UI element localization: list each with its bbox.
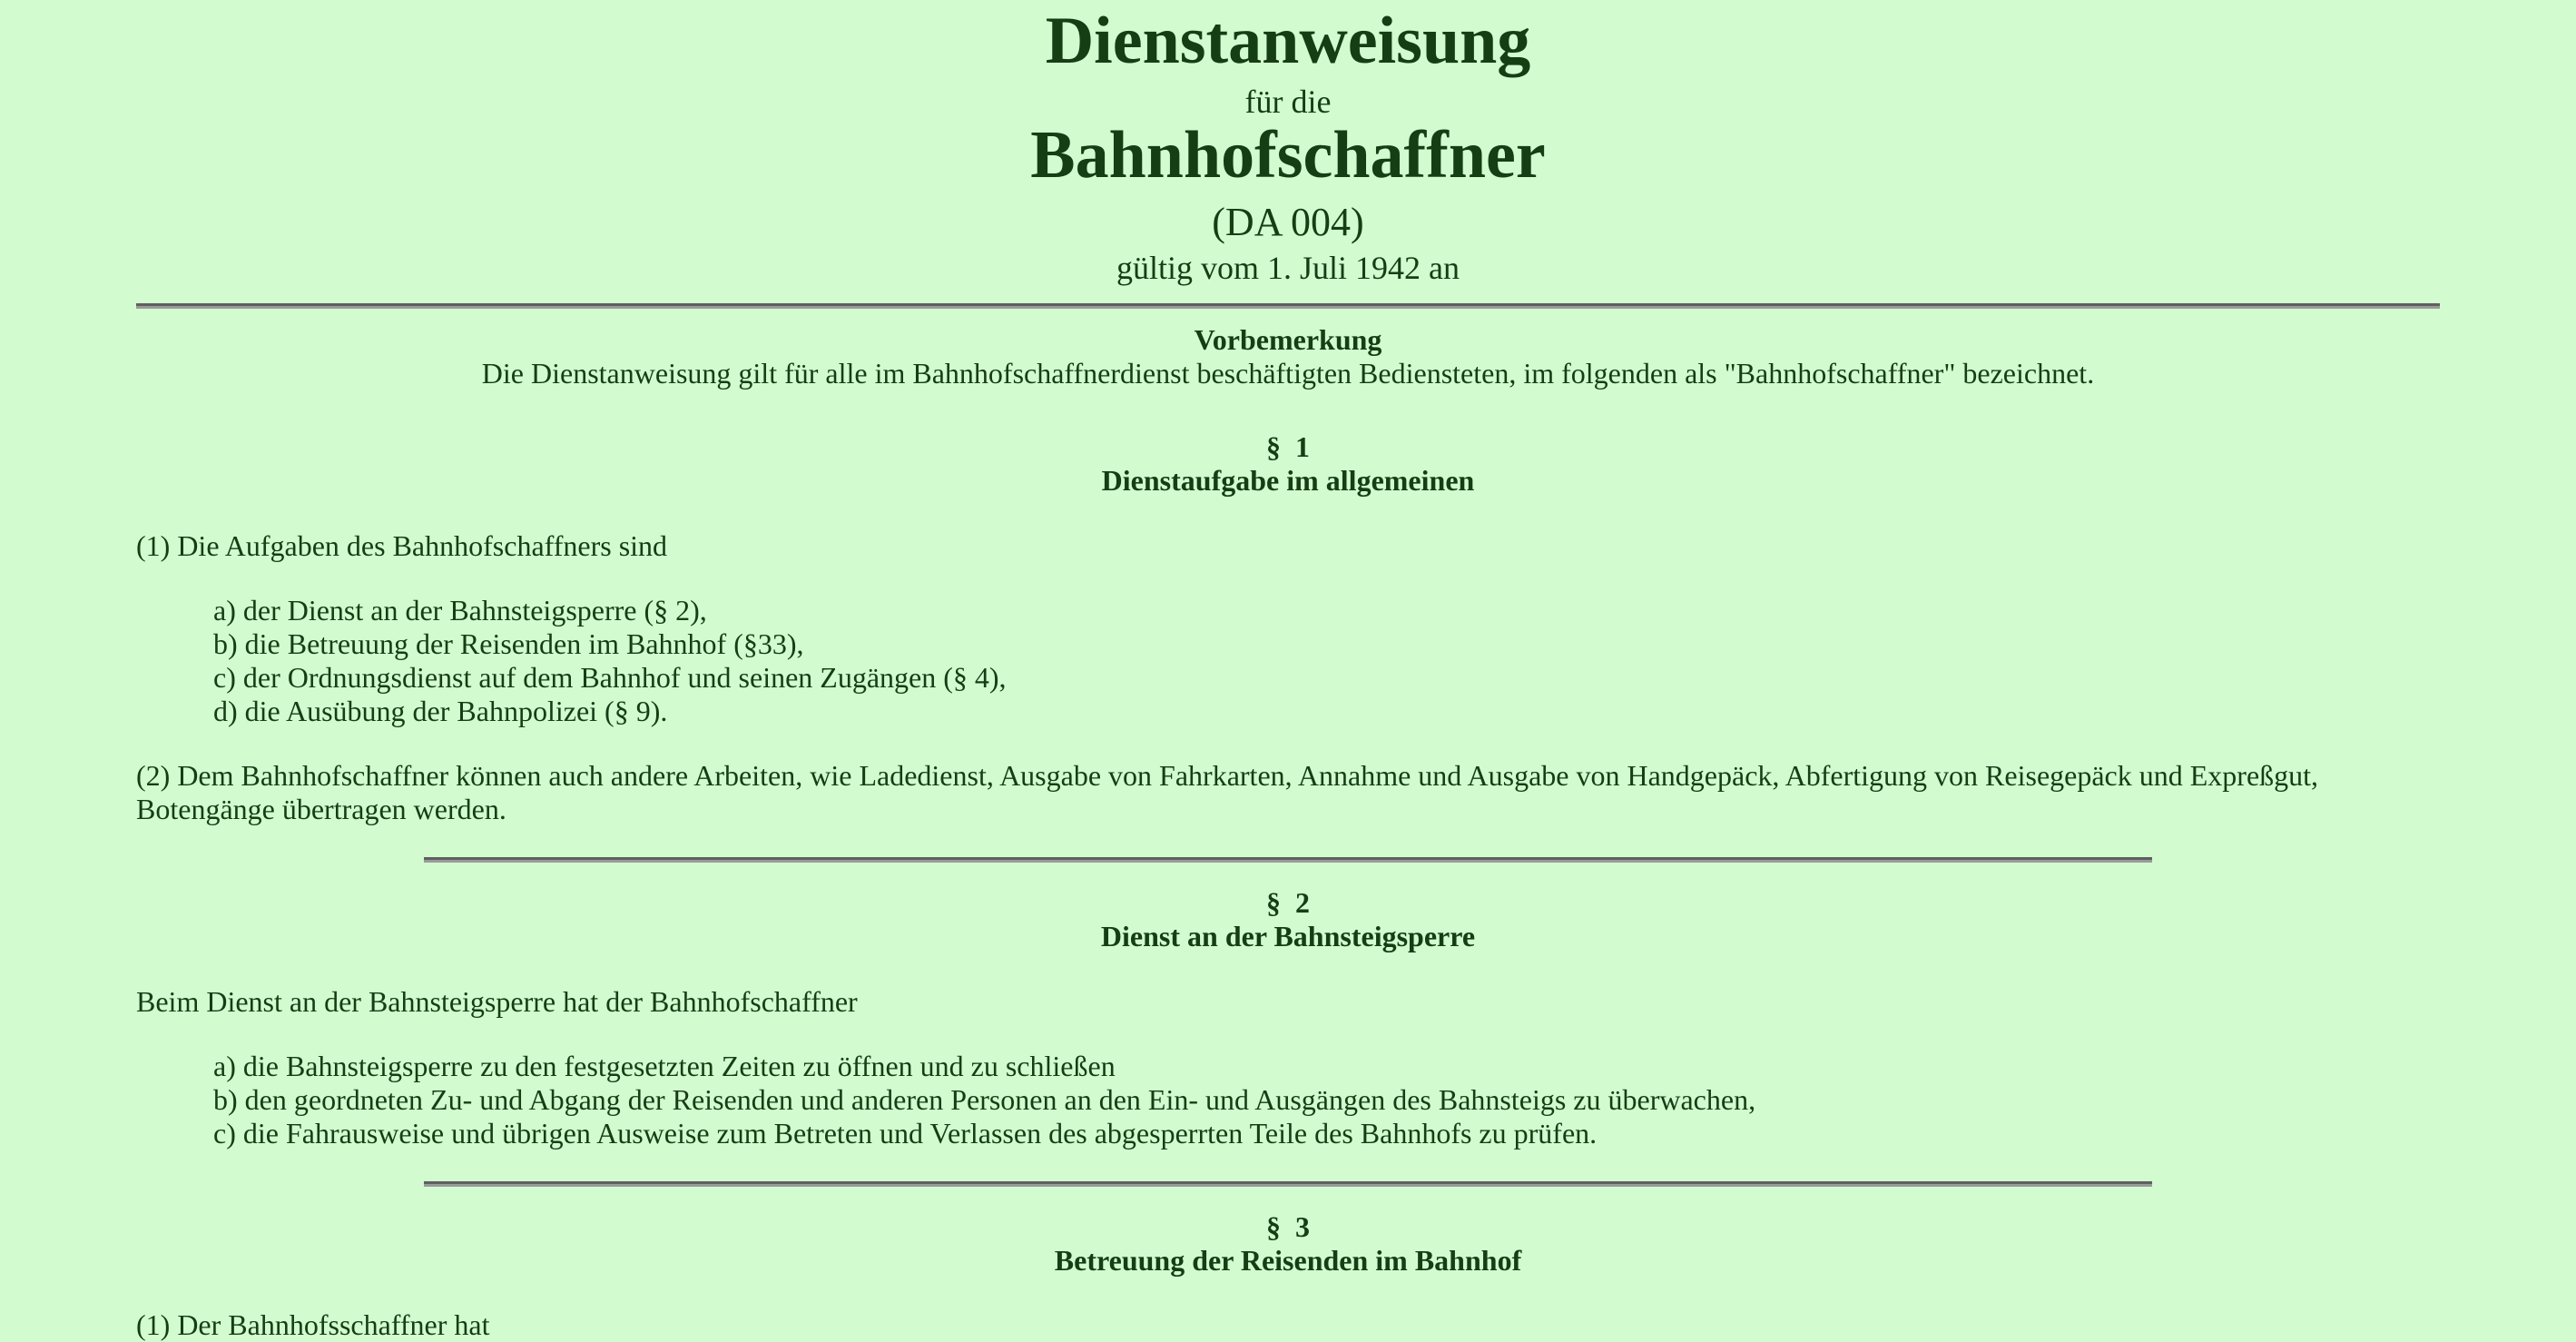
section-1-number: § 1 <box>1266 430 1310 464</box>
section-2-title: Dienst an der Bahnsteigsperre <box>1100 920 1476 953</box>
list-item: c) die Fahrausweise und übrigen Ausweise zum Betreten und Verlassen des abgesperrten Teile des Bahnhofs zu prüfen. <box>213 1116 1598 1150</box>
list-item: a) die Bahnsteigsperre zu den festgesetzten Zeiten zu öffnen und zu schließen <box>213 1049 1116 1082</box>
section-2-number: § 2 <box>1266 886 1310 920</box>
section-divider <box>424 1181 2152 1187</box>
list-item: a) der Dienst an der Bahnsteigsperre (§ 2), <box>213 593 707 627</box>
list-item: c) der Ordnungsdienst auf dem Bahnhof und seinen Zugängen (§ 4), <box>213 660 1007 694</box>
section-2-heading <box>136 886 2440 953</box>
doc-subtitle: für die <box>1244 83 1332 120</box>
section-1-heading <box>136 430 2440 498</box>
doc-validity-date: gültig vom 1. Juli 1942 an <box>1116 249 1460 286</box>
preface-heading: Vorbemerkung <box>1194 323 1382 357</box>
section-3-title: Betreuung der Reisenden im Bahnhof <box>1054 1244 1522 1278</box>
header-divider <box>136 303 2440 309</box>
section-2-intro: Beim Dienst an der Bahnsteigsperre hat der Bahnhofschaffner <box>136 984 858 1018</box>
preface-text: Die Dienstanweisung gilt für alle im Bahnhofschaffnerdienst beschäftigten Bediensteten, im folgenden als "Bahnhofschaffner" bezeichnet. <box>481 357 2095 390</box>
section-1-intro: (1) Die Aufgaben des Bahnhofschaffners sind <box>136 528 668 562</box>
section-1-item-list <box>213 594 2440 728</box>
section-3-number: § 3 <box>1266 1209 1310 1243</box>
list-item: b) die Betreuung der Reisenden im Bahnhof (§33), <box>213 627 804 660</box>
section-divider <box>424 857 2152 863</box>
list-item: b) den geordneten Zu- und Abgang der Reisenden und anderen Personen an den Ein- und Ausgängen des Bahnsteigs zu überwachen, <box>213 1082 1756 1116</box>
doc-title-line-1: Dienstanweisung <box>1045 4 1531 78</box>
list-item: d) die Ausübung der Bahnpolizei (§ 9). <box>213 694 668 727</box>
doc-number: (DA 004) <box>1212 200 1364 245</box>
section-3-heading <box>136 1210 2440 1278</box>
section-3-intro: (1) Der Bahnhofsschaffner hat <box>136 1308 490 1342</box>
doc-title-line-2: Bahnhofschaffner <box>1030 118 1546 193</box>
section-2-item-list <box>213 1050 2440 1150</box>
section-1-closing: (2) Dem Bahnhofschaffner können auch andere Arbeiten, wie Ladedienst, Ausgabe von Fahrkarten, Annahme und Ausgabe von Handgepäck, Abfertigung von Reisegepäck und Expreßgut, Botengänge übertragen werden. <box>136 759 2319 826</box>
preface-block <box>136 323 2440 390</box>
section-1-title: Dienstaufgabe im allgemeinen <box>1101 464 1475 498</box>
document-header <box>136 5 2440 287</box>
